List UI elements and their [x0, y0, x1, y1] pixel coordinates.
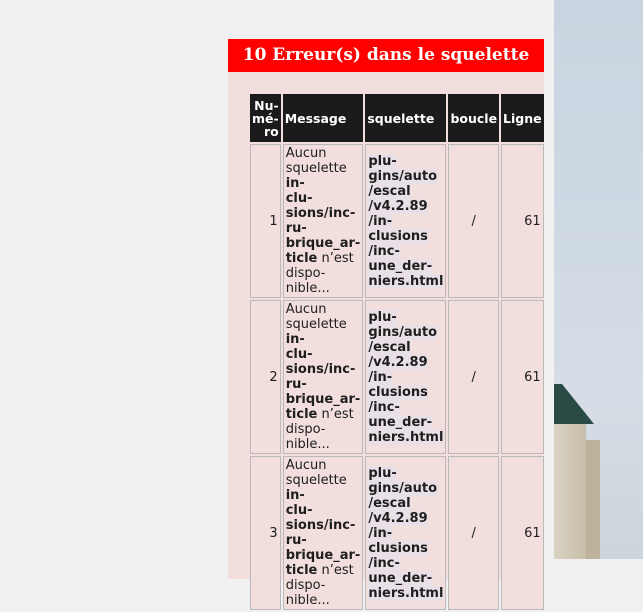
message-suffix: n’est dispo- nible... [285, 563, 354, 608]
column-header-squelette: squelette [365, 94, 446, 142]
tower-roof [554, 384, 594, 424]
column-header-num: Nu- mé- ro [250, 94, 281, 142]
column-header-message: Message [283, 94, 364, 142]
error-panel-title: 10 Erreur(s) dans le squelette [228, 39, 544, 72]
row-ligne: 61 [501, 144, 544, 298]
message-prefix: Aucun squelette [285, 302, 347, 332]
table-row [250, 144, 544, 298]
row-number: 3 [250, 456, 281, 610]
message-prefix: Aucun squelette [285, 146, 347, 176]
row-message [283, 144, 364, 298]
row-ligne: 61 [501, 456, 544, 610]
row-ligne: 61 [501, 300, 544, 454]
column-header-ligne: Ligne [501, 94, 544, 142]
row-message [283, 456, 364, 610]
row-boucle: / [448, 456, 499, 610]
tower-wall-shadow [586, 440, 600, 559]
row-squelette: plu- gins/auto /escal /v4.2.89 /in- clusions /inc- une_der- niers.html [365, 300, 446, 454]
message-path: in- clu- sions/inc- ru- brique_ar- ticle [285, 176, 361, 266]
tower-wall [554, 424, 586, 559]
row-squelette: plu- gins/auto /escal /v4.2.89 /in- clusions /inc- une_der- niers.html [365, 144, 446, 298]
background-photo [554, 0, 643, 559]
row-boucle: / [448, 300, 499, 454]
table-header-row [250, 94, 544, 142]
message-path: in- clu- sions/inc- ru- brique_ar- ticle [285, 488, 361, 578]
error-panel [228, 39, 544, 608]
row-message [283, 300, 364, 454]
message-suffix: n’est dispo- nible... [285, 251, 354, 296]
message-suffix: n’est dispo- nible... [285, 407, 354, 452]
table-row [250, 456, 544, 610]
message-prefix: Aucun squelette [285, 458, 347, 488]
error-table [248, 92, 546, 612]
table-row [250, 300, 544, 454]
message-path: in- clu- sions/inc- ru- brique_ar- ticle [285, 332, 361, 422]
row-number: 2 [250, 300, 281, 454]
row-squelette: plu- gins/auto /escal /v4.2.89 /in- clusions /inc- une_der- niers.html [365, 456, 446, 610]
row-number: 1 [250, 144, 281, 298]
column-header-boucle: boucle [448, 94, 499, 142]
row-boucle: / [448, 144, 499, 298]
